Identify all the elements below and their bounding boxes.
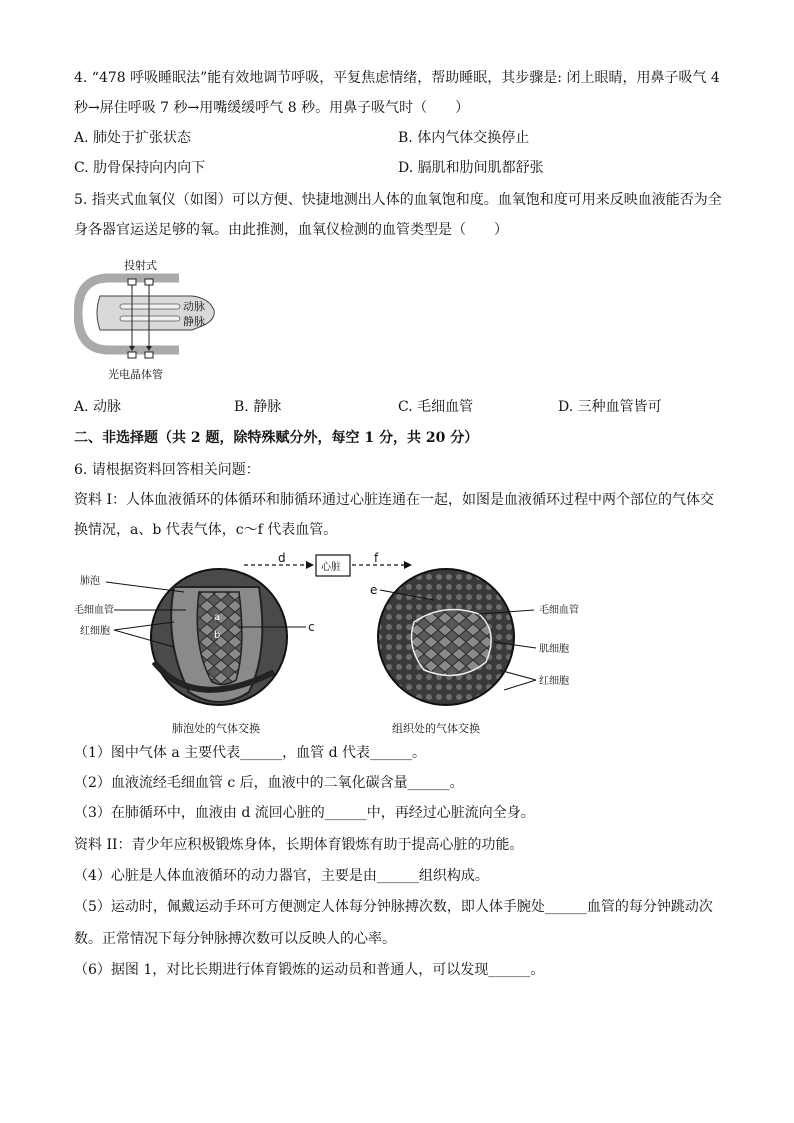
capillary-right-label: 毛细血管 xyxy=(539,605,579,616)
q4-stem-line1: 4. “478 呼吸睡眠法”能有效地调节呼吸，平复焦虑情绪，帮助睡眠，其步骤是: 闭上眼睛，用鼻子吸气 4 xyxy=(74,70,720,86)
arrow-d-icon xyxy=(306,561,314,569)
oximeter-figure xyxy=(74,258,234,388)
q4-option-a[interactable]: A. 肺处于扩张状态 xyxy=(74,130,192,146)
q4-option-b[interactable]: B. 体内气体交换停止 xyxy=(398,130,530,146)
q5-stem-line1: 5. 指夹式血氧仪（如图）可以方便、快捷地测出人体的血氧饱和度。血氧饱和度可用来反映血液能否为全 xyxy=(74,192,722,208)
emitter-right xyxy=(145,279,153,285)
q5-option-d[interactable]: D. 三种血管皆可 xyxy=(558,399,662,415)
oximeter-top-label: 投射式 xyxy=(124,259,157,272)
rbc-right-label: 红细胞 xyxy=(539,676,569,687)
vessel-f-label: f xyxy=(374,552,379,565)
rbc-left-label: 红细胞 xyxy=(80,626,110,637)
heart-label: 心脏 xyxy=(321,562,341,573)
caption-right: 组织处的气体交换 xyxy=(392,722,480,735)
q6-sub3: （3）在肺循环中，血液由 d 流回心脏的______中，再经过心脏流向全身。 xyxy=(74,805,535,821)
q6-material1-line1: 资料 I：人体血液循环的体循环和肺循环通过心脏连通在一起，如图是血液循环过程中两个部位的气体交 xyxy=(74,492,714,508)
q4-stem-line2: 秒→屏住呼吸 7 秒→用嘴缓缓呼气 8 秒。用鼻子吸气时（ ） xyxy=(74,100,470,116)
q4-option-d[interactable]: D. 膈肌和肋间肌都舒张 xyxy=(398,160,544,176)
detector-left xyxy=(128,352,136,358)
q4-option-c[interactable]: C. 肋骨保持向内向下 xyxy=(74,160,206,176)
q6-material2: 资料 II：青少年应积极锻炼身体，长期体育锻炼有助于提高心脏的功能。 xyxy=(74,837,524,853)
leader-rbc-right-2 xyxy=(504,680,536,690)
vessel-d-label: d xyxy=(278,552,286,565)
q6-sub2: （2）血液流经毛细血管 c 后，血液中的二氧化碳含量______。 xyxy=(74,775,464,791)
artery-label: 动脉 xyxy=(183,300,205,313)
capillary-left-label: 毛细血管 xyxy=(74,605,114,616)
q6-sub5-line2: 数。正常情况下每分钟脉搏次数可以反映人的心率。 xyxy=(74,931,396,947)
tissue-cells xyxy=(412,610,492,676)
q6-sub5-line1: （5）运动时，佩戴运动手环可方便测定人体每分钟脉搏次数，即人体手腕处______血管的每分钟跳动次 xyxy=(74,899,713,915)
q5-option-c[interactable]: C. 毛细血管 xyxy=(398,399,474,415)
gas-exchange-figure xyxy=(74,552,634,742)
gas-a-label: a xyxy=(214,612,221,623)
oximeter-bottom-label: 光电晶体管 xyxy=(108,368,163,381)
vessel-c-label: c xyxy=(308,620,315,634)
q6-sub1: （1）图中气体 a 主要代表______，血管 d 代表______。 xyxy=(74,745,427,761)
q6-intro: 6. 请根据资料回答相关问题： xyxy=(74,462,260,478)
emitter-left xyxy=(128,279,136,285)
muscle-cell-label: 肌细胞 xyxy=(539,644,569,655)
arrow-f-icon xyxy=(404,561,412,569)
vein-label: 静脉 xyxy=(183,315,205,328)
detector-right xyxy=(145,352,153,358)
q5-option-b[interactable]: B. 静脉 xyxy=(234,399,282,415)
caption-left: 肺泡处的气体交换 xyxy=(172,722,260,735)
leader-rbc-right-1 xyxy=(499,670,536,680)
q5-stem-line2: 身各器官运送足够的氧。由此推测，血氧仪检测的血管类型是（ ） xyxy=(74,222,508,238)
q5-option-a[interactable]: A. 动脉 xyxy=(74,399,122,415)
vessel-e-label: e xyxy=(370,583,378,597)
alveolus-label: 肺泡 xyxy=(80,576,100,587)
q6-material1-line2: 换情况，a、b 代表气体，c～f 代表血管。 xyxy=(74,522,338,538)
artery-vessel xyxy=(120,304,180,309)
section2-title: 二、非选择题（共 2 题，除特殊赋分外，每空 1 分，共 20 分） xyxy=(74,430,479,446)
q6-sub4: （4）心脏是人体血液循环的动力器官，主要是由______组织构成。 xyxy=(74,868,489,884)
q6-sub6: （6）据图 1，对比长期进行体育锻炼的运动员和普通人，可以发现______。 xyxy=(74,962,545,978)
vein-vessel xyxy=(120,316,180,321)
gas-b-label: b xyxy=(214,630,221,641)
